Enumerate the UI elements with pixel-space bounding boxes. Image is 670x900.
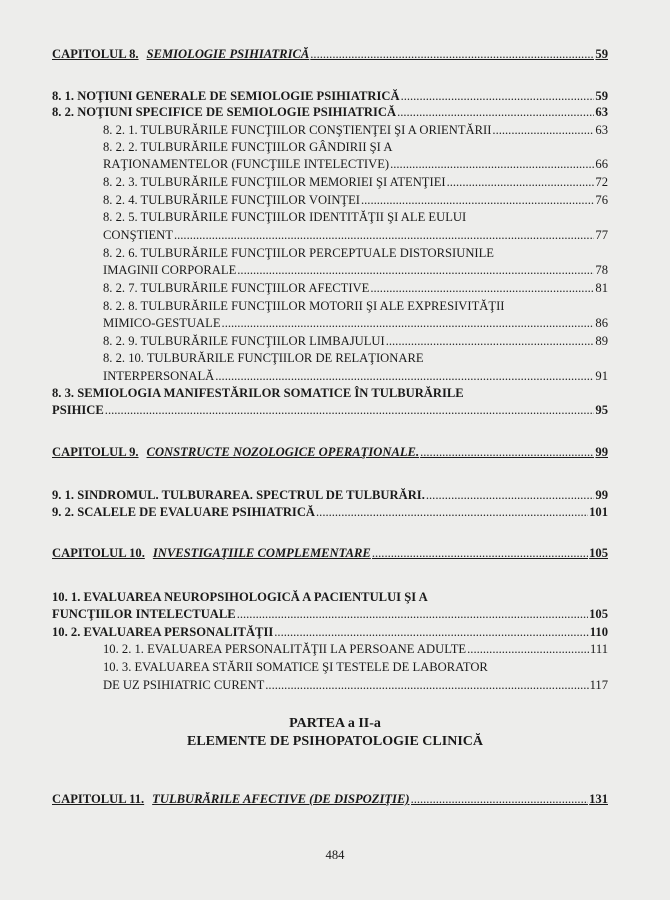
entry-label: 8. 2. 2. TULBURĂRILE FUNCŢIILOR GÂNDIRII ŞI A	[103, 140, 393, 154]
entry-label: 8. 2. 3. TULBURĂRILE FUNCŢIILOR MEMORIEI ŞI ATENŢIEI	[103, 175, 446, 189]
leader-dots	[361, 192, 594, 208]
entry-page-number: 63	[595, 105, 608, 119]
toc-entry	[52, 88, 608, 104]
entry-label: INTERPERSONALĂ	[103, 369, 215, 383]
entry-label: 8. 2. 9. TULBURĂRILE FUNCŢIILOR LIMBAJULUI	[103, 334, 385, 348]
entry-label: 10. 1. EVALUAREA NEUROPSIHOLOGICĂ A PACIENTULUI ŞI A	[52, 590, 428, 604]
entry-page-number: 59	[595, 47, 608, 61]
entry-page-number: 110	[589, 625, 608, 639]
toc-entry	[103, 209, 608, 225]
page-number: 484	[325, 848, 345, 862]
leader-dots	[411, 791, 589, 807]
entry-page-number: 95	[595, 403, 608, 417]
entry-label: 8. 2. 1. TULBURĂRILE FUNCŢIILOR CONŞTIENŢEI ŞI A ORIENTĂRII	[103, 123, 492, 137]
entry-page-number: 91	[595, 369, 608, 383]
entry-label: 8. 2. 6. TULBURĂRILE FUNCŢIILOR PERCEPTUALE DISTORSIUNILE	[103, 246, 494, 260]
entry-page-number: 99	[595, 488, 608, 502]
leader-dots	[237, 262, 594, 278]
leader-dots	[401, 88, 595, 104]
entry-label: 10. 3. EVALUAREA STĂRII SOMATICE ŞI TESTELE DE LABORATOR	[103, 660, 488, 674]
entry-label: IMAGINII CORPORALE	[103, 263, 237, 277]
toc-entry	[52, 104, 608, 120]
entry-page-number: 76	[595, 193, 608, 207]
entry-label: MIMICO-GESTUALE	[103, 316, 221, 330]
entry-label: 8. 2. NOŢIUNI SPECIFICE DE SEMIOLOGIE PSIHIATRICĂ	[52, 105, 397, 119]
leader-dots	[174, 227, 594, 243]
entry-page-number: 111	[590, 642, 608, 656]
leader-dots	[237, 606, 588, 622]
entry-page-number: 117	[589, 678, 608, 692]
entry-page-number: 101	[589, 505, 608, 519]
entry-label: 8. 2. 10. TULBURĂRILE FUNCŢIILOR DE RELAŢIONARE	[103, 351, 424, 365]
entry-page-number: 77	[595, 228, 608, 242]
toc-entry	[103, 192, 608, 208]
entry-page-number: 63	[595, 123, 608, 137]
entry-label: RAŢIONAMENTELOR (FUNCŢIILE INTELECTIVE)	[103, 157, 390, 171]
entry-page-number: 81	[595, 281, 608, 295]
toc-entry	[103, 156, 608, 172]
toc-entry	[103, 333, 608, 349]
toc-entry	[103, 280, 608, 296]
chapter-entry	[52, 444, 608, 460]
chapter-title: CONSTRUCTE NOZOLOGICE OPERAŢIONALE.	[146, 445, 420, 459]
entry-label: 8. 1. NOŢIUNI GENERALE DE SEMIOLOGIE PSIHIATRICĂ	[52, 89, 400, 103]
toc-entry	[103, 350, 608, 366]
entry-page-number: 59	[595, 89, 608, 103]
entry-page-number: 105	[589, 546, 608, 560]
toc-entry	[52, 624, 608, 640]
toc-entry	[52, 589, 608, 605]
chapter-number: CAPITOLUL 11.	[52, 792, 145, 806]
leader-dots	[447, 174, 595, 190]
chapter-number: CAPITOLUL 9.	[52, 445, 139, 459]
leader-dots	[467, 641, 589, 657]
entry-label: PSIHICE	[52, 403, 104, 417]
toc-entry	[52, 606, 608, 622]
entry-page-number: 66	[595, 157, 608, 171]
entry-page-number: 72	[595, 175, 608, 189]
chapter-title: TULBURĂRILE AFECTIVE (DE DISPOZIŢIE)	[152, 792, 410, 806]
entry-label: 8. 2. 7. TULBURĂRILE FUNCŢIILOR AFECTIVE	[103, 281, 370, 295]
toc-entry	[103, 174, 608, 190]
leader-dots	[390, 156, 594, 172]
toc-entry	[52, 487, 608, 503]
entry-page-number: 78	[595, 263, 608, 277]
entry-label: 8. 2. 8. TULBURĂRILE FUNCŢIILOR MOTORII ŞI ALE EXPRESIVITĂŢII	[103, 299, 505, 313]
toc-entry	[103, 368, 608, 384]
leader-dots	[386, 333, 595, 349]
leader-dots	[310, 46, 594, 62]
toc-entry	[103, 641, 608, 657]
part-heading: PARTEA a II-a	[289, 716, 381, 731]
toc-entry	[52, 385, 608, 401]
leader-dots	[316, 504, 588, 520]
toc-entry	[103, 122, 608, 138]
chapter-number: CAPITOLUL 8.	[52, 47, 139, 61]
entry-label: 9. 1. SINDROMUL. TULBURAREA. SPECTRUL DE TULBURĂRI.	[52, 488, 425, 502]
entry-label: 10. 2. 1. EVALUAREA PERSONALITĂŢII LA PERSOANE ADULTE	[103, 642, 467, 656]
chapter-entry	[52, 545, 608, 561]
toc-entry	[103, 315, 608, 331]
leader-dots	[222, 315, 595, 331]
entry-label: 8. 2. 5. TULBURĂRILE FUNCŢIILOR IDENTITĂŢII ŞI ALE EULUI	[103, 210, 467, 224]
toc-entry	[103, 227, 608, 243]
entry-page-number: 131	[589, 792, 608, 806]
chapter-entry	[52, 46, 608, 62]
leader-dots	[265, 677, 588, 693]
chapter-title: INVESTIGAŢIILE COMPLEMENTARE	[152, 546, 371, 560]
chapter-title: SEMIOLOGIE PSIHIATRICĂ	[146, 47, 310, 61]
entry-label: 8. 2. 4. TULBURĂRILE FUNCŢIILOR VOINŢEI	[103, 193, 360, 207]
entry-label: 8. 3. SEMIOLOGIA MANIFESTĂRILOR SOMATICE ÎN TULBURĂRILE	[52, 386, 464, 400]
leader-dots	[492, 122, 594, 138]
toc-entry	[103, 262, 608, 278]
entry-label: 9. 2. SCALELE DE EVALUARE PSIHIATRICĂ	[52, 505, 316, 519]
entry-page-number: 86	[595, 316, 608, 330]
toc-entry	[103, 677, 608, 693]
toc-entry	[103, 298, 608, 314]
entry-page-number: 105	[589, 607, 608, 621]
entry-page-number: 99	[595, 445, 608, 459]
toc-entry	[103, 139, 608, 155]
entry-label: CONŞTIENT	[103, 228, 173, 242]
leader-dots	[397, 104, 594, 120]
leader-dots	[372, 545, 588, 561]
toc-entry	[103, 245, 608, 261]
leader-dots	[370, 280, 594, 296]
leader-dots	[274, 624, 589, 640]
leader-dots	[426, 487, 595, 503]
leader-dots	[215, 368, 594, 384]
entry-label: 10. 2. EVALUAREA PERSONALITĂŢII	[52, 625, 274, 639]
entry-label: DE UZ PSIHIATRIC CURENT	[103, 678, 265, 692]
entry-page-number: 89	[595, 334, 608, 348]
entry-label: FUNCŢIILOR INTELECTUALE	[52, 607, 236, 621]
toc-entry	[103, 659, 608, 675]
leader-dots	[105, 402, 595, 418]
part-subtitle: ELEMENTE DE PSIHOPATOLOGIE CLINICĂ	[186, 734, 483, 749]
chapter-entry	[52, 791, 608, 807]
toc-entry	[52, 504, 608, 520]
chapter-number: CAPITOLUL 10.	[52, 546, 145, 560]
toc-entry	[52, 402, 608, 418]
leader-dots	[420, 444, 594, 460]
